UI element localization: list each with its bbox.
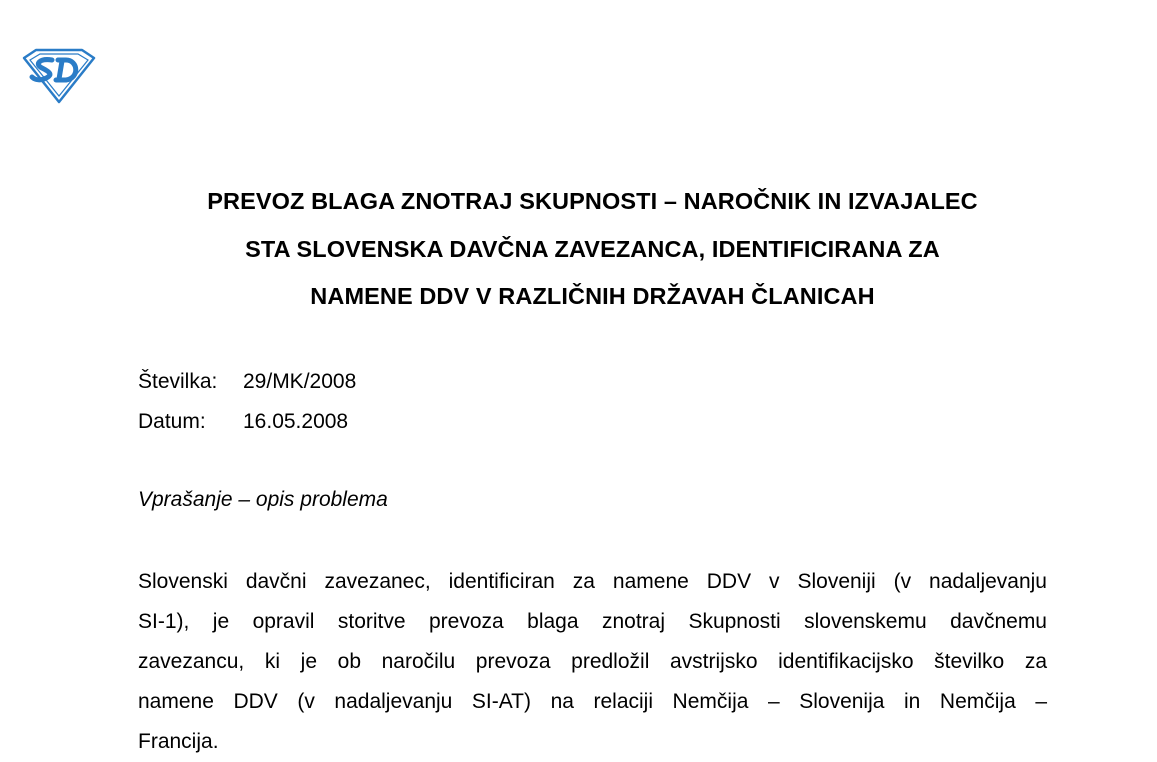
document-number-row [138,362,356,402]
number-value: 29/MK/2008 [243,370,357,393]
body-line: SI-1), je opravil storitve prevoza blaga znotraj Skupnosti slovenskemu davčnemu [138,610,1047,633]
document-title [100,178,1085,321]
title-line: NAMENE DDV V RAZLIČNIH DRŽAVAH ČLANICAH [310,283,875,309]
body-paragraph [138,562,1047,762]
document-meta [138,362,356,442]
body-line: Slovenski davčni zavezanec, identificiran za namene DDV v Sloveniji (v nadaljevanju [138,570,1047,593]
document-date-row [138,402,356,442]
title-line: PREVOZ BLAGA ZNOTRAJ SKUPNOSTI – NAROČNIK IN IZVAJALEC [207,188,978,214]
body-line: Francija. [138,730,219,753]
sd-logo-icon [22,48,96,104]
number-label: Številka: [138,370,218,393]
question-heading: Vprašanje – opis problema [138,488,388,511]
body-line: zavezancu, ki je ob naročilu prevoza predložil avstrijsko identifikacijsko številko za [138,650,1047,673]
date-label: Datum: [138,410,206,433]
title-line: STA SLOVENSKA DAVČNA ZAVEZANCA, IDENTIFICIRANA ZA [245,235,940,262]
body-line: namene DDV (v nadaljevanju SI-AT) na relaciji Nemčija – Slovenija in Nemčija – [138,690,1047,713]
company-logo [22,48,96,104]
date-value: 16.05.2008 [243,410,349,433]
